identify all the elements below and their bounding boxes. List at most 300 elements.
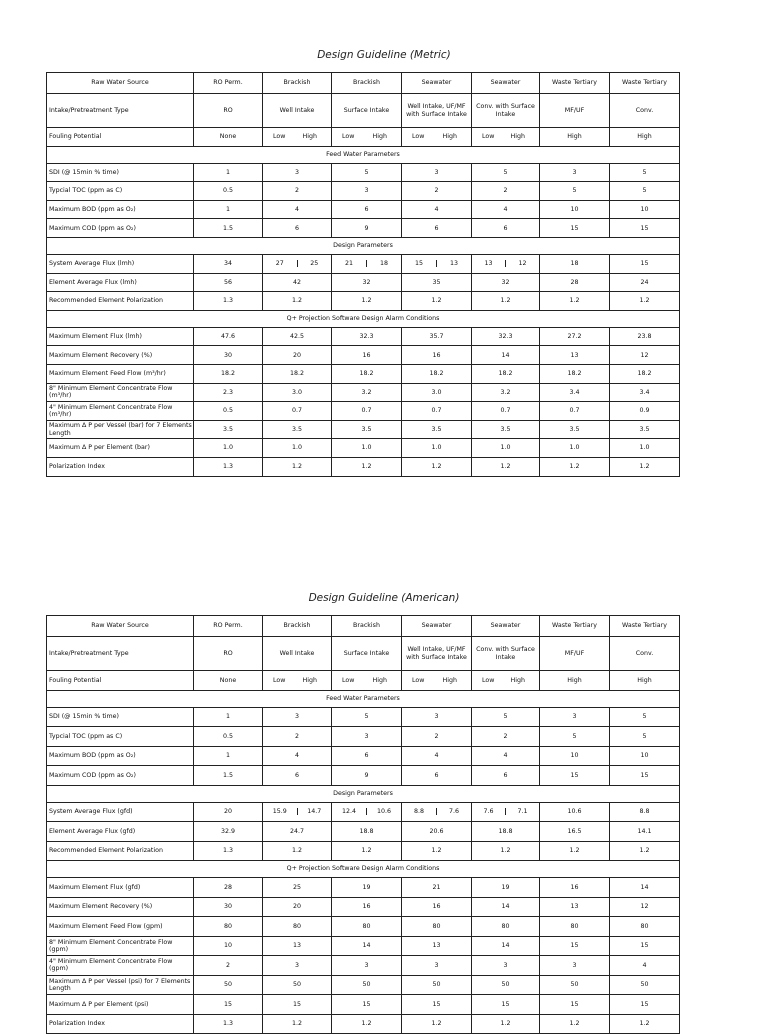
feed-row-cell: 5 [540,727,610,747]
system-flux-pair-low: 27 [263,260,298,267]
feed-row-cell: 6 [472,766,540,786]
fouling-pair-low: Low [273,676,286,684]
intake-row-cell: Well Intake, UF/MF with Surface Intake [402,94,472,128]
intake-row-cell: Conv. with Surface Intake [472,637,540,671]
metric-title: Design Guideline (Metric) [317,49,451,61]
design-row [47,292,680,311]
fouling-cell: None [194,128,263,147]
section-design-parameters-title: Design Parameters [47,237,680,254]
alarm-row-cell: 13 [402,936,472,956]
alarm-row-cell: 16 [332,346,402,365]
source-col-header: Brackish [332,73,402,94]
intake-row-cell: Conv. with Surface Intake [472,94,540,128]
system-flux-pair-high: 18 [379,260,388,268]
section-feed-water [47,146,680,163]
design-row-label: Element Average Flux (gfd) [47,822,194,842]
design-row-cell: 35 [402,273,472,292]
design-row-cell: 24 [610,273,680,292]
alarm-row-cell: 3.4 [610,383,680,402]
alarm-row-cell: 3 [332,956,402,976]
section-alarm-conditions-title: Q+ Projection Software Design Alarm Conditions [47,861,680,878]
alarm-row-cell: 15 [194,995,263,1015]
feed-row-cell: 15 [610,219,680,238]
feed-row-cell: 4 [472,200,540,219]
feed-row [47,707,680,727]
alarm-row-label: Maximum Element Recovery (%) [47,897,194,917]
fouling-pair [263,671,332,691]
alarm-row-cell: 14 [472,936,540,956]
feed-row-cell: 6 [332,746,402,766]
alarm-row-label: Maximum Element Feed Flow (m³/hr) [47,364,194,383]
feed-row-cell: 3 [332,182,402,201]
alarm-row-cell: 1.0 [332,439,402,458]
alarm-row-cell: 20 [263,897,332,917]
alarm-row [47,383,680,402]
feed-row-cell: 2 [472,727,540,747]
alarm-row-cell: 3.0 [263,383,332,402]
fouling-pair-high: High [372,133,387,141]
system-flux-pair-high: 10.6 [376,808,392,816]
alarm-row-cell: 18.2 [472,364,540,383]
design-row-cell: 1.2 [402,292,472,311]
design-row-cell: 1.3 [194,841,263,861]
alarm-row-cell: 3.5 [332,420,402,439]
alarm-row-cell: 3 [263,956,332,976]
feed-row [47,746,680,766]
raw-water-source-label: Raw Water Source [47,73,194,94]
alarm-row-cell: 0.7 [472,402,540,421]
design-row-cell: 1.2 [540,292,610,311]
feed-row-label: SDI (@ 15min % time) [47,163,194,182]
alarm-row-cell: 1.0 [263,439,332,458]
alarm-row-cell: 1.2 [263,1014,332,1034]
alarm-row-label: Maximum Element Recovery (%) [47,346,194,365]
feed-row-cell: 1 [194,163,263,182]
feed-row [47,727,680,747]
intake-row-label: Intake/Pretreatment Type [47,94,194,128]
design-row-cell: 32 [332,273,402,292]
feed-row [47,182,680,201]
alarm-row-cell: 1.0 [610,439,680,458]
alarm-row-cell: 18.2 [402,364,472,383]
alarm-row [47,897,680,917]
system-flux-cell: 20 [194,802,263,822]
alarm-row-cell: 16 [402,897,472,917]
alarm-row-cell: 13 [540,346,610,365]
alarm-row-cell: 80 [472,917,540,937]
fouling-cell: High [540,671,610,691]
alarm-row-cell: 18.2 [332,364,402,383]
alarm-row [47,878,680,898]
alarm-row-label: 4" Minimum Element Concentrate Flow (gpm) [47,956,194,976]
alarm-row-label: Polarization Index [47,457,194,476]
source-col-header: Waste Tertiary [540,616,610,637]
feed-row-cell: 3 [332,727,402,747]
feed-row-cell: 2 [402,182,472,201]
alarm-row-label: Maximum Element Flux (lmh) [47,327,194,346]
alarm-row-cell: 3.5 [540,420,610,439]
source-col-header: Brackish [263,73,332,94]
system-flux-row [47,254,680,273]
alarm-row-cell: 30 [194,346,263,365]
source-col-header: Waste Tertiary [610,616,680,637]
alarm-row-cell: 50 [263,975,332,995]
feed-row-cell: 4 [402,746,472,766]
source-col-header: RO Perm. [194,73,263,94]
system-flux-pair-high: 25 [310,260,319,268]
alarm-row-cell: 3.5 [472,420,540,439]
alarm-row-cell: 80 [540,917,610,937]
alarm-row-cell: 20 [263,346,332,365]
feed-row-cell: 1.5 [194,766,263,786]
alarm-row-cell: 4 [610,956,680,976]
system-flux-cell: 18 [540,254,610,273]
intake-row-cell: Conv. [610,637,680,671]
alarm-row-cell: 15 [332,995,402,1015]
alarm-row [47,975,680,995]
alarm-row-cell: 23.8 [610,327,680,346]
intake-row-cell: Well Intake [263,637,332,671]
feed-row-cell: 4 [472,746,540,766]
fouling-label: Fouling Potential [47,128,194,147]
design-row-cell: 32.9 [194,822,263,842]
feed-row-cell: 2 [263,182,332,201]
alarm-row-cell: 1.2 [472,457,540,476]
feed-row-cell: 3 [540,707,610,727]
alarm-row-cell: 19 [332,878,402,898]
feed-row-label: SDI (@ 15min % time) [47,707,194,727]
alarm-row-cell: 15 [472,995,540,1015]
system-flux-pair-low: 15.9 [263,808,298,815]
fouling-label: Fouling Potential [47,671,194,691]
fouling-pair-high: High [442,676,457,684]
system-flux-pair [332,802,402,822]
intake-row-cell: MF/UF [540,94,610,128]
system-flux-pair-high: 12 [518,260,527,268]
design-row-label: Recommended Element Polarization [47,292,194,311]
alarm-row-cell: 3.5 [194,420,263,439]
alarm-row-cell: 1.2 [540,457,610,476]
design-row-cell: 1.2 [402,841,472,861]
system-flux-pair-low: 12.4 [332,808,367,815]
intake-row [47,94,680,128]
alarm-row [47,956,680,976]
feed-row-cell: 10 [610,746,680,766]
alarm-row-cell: 3.2 [332,383,402,402]
alarm-row-label: Maximum ∆ P per Vessel (psi) for 7 Elements Length [47,975,194,995]
feed-row-cell: 3 [540,163,610,182]
design-row-cell: 1.2 [610,292,680,311]
design-row-cell: 1.2 [472,841,540,861]
alarm-row-cell: 15 [610,995,680,1015]
alarm-row-cell: 15 [540,995,610,1015]
design-row-cell: 1.3 [194,292,263,311]
design-row-cell: 1.2 [472,292,540,311]
alarm-row-cell: 80 [402,917,472,937]
feed-row-cell: 3 [402,707,472,727]
design-row-cell: 18.8 [332,822,402,842]
feed-row-cell: 6 [472,219,540,238]
fouling-pair-low: Low [273,133,286,141]
system-flux-pair-low: 21 [332,260,367,267]
alarm-row-cell: 0.7 [540,402,610,421]
system-flux-cell: 15 [610,254,680,273]
design-row-cell: 18.8 [472,822,540,842]
feed-row-cell: 10 [610,200,680,219]
fouling-pair-low: Low [412,676,425,684]
alarm-row-cell: 18.2 [263,364,332,383]
feed-row-cell: 5 [472,707,540,727]
alarm-row-cell: 3.5 [610,420,680,439]
design-row-cell: 32 [472,273,540,292]
system-flux-cell: 10.6 [540,802,610,822]
feed-row-label: Maximum COD (ppm as O₂) [47,766,194,786]
fouling-pair [472,671,540,691]
alarm-row-cell: 80 [263,917,332,937]
feed-row-cell: 6 [402,219,472,238]
system-flux-pair-high: 14.7 [307,808,322,816]
section-alarm-conditions [47,861,680,878]
metric-table [46,72,680,477]
alarm-row-cell: 50 [402,975,472,995]
design-row-cell: 28 [540,273,610,292]
fouling-pair-high: High [302,676,317,684]
alarm-row-cell: 25 [263,878,332,898]
alarm-row-cell: 3 [472,956,540,976]
design-row-cell: 16.5 [540,822,610,842]
design-row-cell: 1.2 [610,841,680,861]
feed-row-cell: 1.5 [194,219,263,238]
feed-row-cell: 5 [610,182,680,201]
feed-row-cell: 2 [402,727,472,747]
intake-row-cell: MF/UF [540,637,610,671]
alarm-row-cell: 15 [402,995,472,1015]
feed-row-cell: 15 [540,219,610,238]
feed-row-cell: 0.5 [194,182,263,201]
alarm-row-cell: 0.5 [194,402,263,421]
feed-row-cell: 2 [472,182,540,201]
alarm-row-cell: 13 [540,897,610,917]
alarm-row-cell: 0.7 [402,402,472,421]
alarm-row-label: Maximum Element Flux (gfd) [47,878,194,898]
alarm-row-cell: 2.3 [194,383,263,402]
section-alarm-conditions-title: Q+ Projection Software Design Alarm Conditions [47,310,680,327]
fouling-cell: High [610,671,680,691]
alarm-row-cell: 0.7 [263,402,332,421]
intake-row-cell: RO [194,94,263,128]
design-row-label: Element Average Flux (lmh) [47,273,194,292]
feed-row-cell: 4 [263,200,332,219]
intake-row [47,637,680,671]
american-table [46,615,680,1034]
alarm-row-label: 4" Minimum Element Concentrate Flow (m³/hr) [47,402,194,421]
system-flux-pair-low: 15 [402,260,437,267]
alarm-row [47,439,680,458]
alarm-row-label: Maximum ∆ P per Element (psi) [47,995,194,1015]
alarm-row-cell: 12 [610,897,680,917]
header-row [47,73,680,94]
alarm-row-cell: 1.0 [402,439,472,458]
system-flux-pair-low: 7.6 [472,808,506,815]
fouling-pair-high: High [302,133,317,141]
system-flux-pair [332,254,402,273]
alarm-row-cell: 3.2 [472,383,540,402]
alarm-row-cell: 1.0 [472,439,540,458]
feed-row-cell: 3 [263,163,332,182]
alarm-row [47,917,680,937]
source-col-header: Seawater [472,73,540,94]
alarm-row-label: Maximum Element Feed Flow (gpm) [47,917,194,937]
alarm-row-cell: 1.2 [610,1014,680,1034]
alarm-row-cell: 16 [402,346,472,365]
source-col-header: Seawater [402,616,472,637]
alarm-row-cell: 16 [540,878,610,898]
alarm-row-cell: 15 [610,936,680,956]
fouling-cell: High [540,128,610,147]
alarm-row-cell: 30 [194,897,263,917]
alarm-row-cell: 1.2 [472,1014,540,1034]
alarm-row-cell: 15 [263,995,332,1015]
alarm-row-cell: 50 [610,975,680,995]
feed-row-cell: 5 [472,163,540,182]
alarm-row-cell: 80 [610,917,680,937]
system-flux-cell: 34 [194,254,263,273]
section-feed-water-title: Feed Water Parameters [47,146,680,163]
source-col-header: RO Perm. [194,616,263,637]
fouling-pair-high: High [442,133,457,141]
section-design-parameters [47,785,680,802]
section-design-parameters [47,237,680,254]
feed-row-cell: 10 [540,746,610,766]
system-flux-pair [472,254,540,273]
feed-row-cell: 6 [332,200,402,219]
intake-row-cell: Surface Intake [332,637,402,671]
feed-row-cell: 4 [402,200,472,219]
system-flux-pair [263,254,332,273]
system-flux-pair-low: 8.8 [402,808,437,815]
feed-row-cell: 10 [540,200,610,219]
system-flux-label: System Average Flux (gfd) [47,802,194,822]
source-col-header: Waste Tertiary [610,73,680,94]
alarm-row-cell: 0.7 [332,402,402,421]
feed-row-label: Maximum COD (ppm as O₂) [47,219,194,238]
alarm-row-label: Maximum ∆ P per Element (bar) [47,439,194,458]
intake-row-cell: Well Intake [263,94,332,128]
design-row-cell: 1.2 [263,292,332,311]
alarm-row-cell: 21 [402,878,472,898]
fouling-pair-low: Low [342,676,355,684]
system-flux-pair [402,802,472,822]
feed-row-cell: 15 [610,766,680,786]
design-row [47,822,680,842]
raw-water-source-label: Raw Water Source [47,616,194,637]
alarm-row-cell: 42.5 [263,327,332,346]
alarm-row-cell: 27.2 [540,327,610,346]
alarm-row-cell: 1.2 [332,457,402,476]
alarm-row-cell: 80 [194,917,263,937]
system-flux-pair-high: 13 [449,260,458,268]
fouling-pair-low: Low [482,133,495,141]
alarm-row-cell: 80 [332,917,402,937]
alarm-row-cell: 14 [472,346,540,365]
intake-row-label: Intake/Pretreatment Type [47,637,194,671]
alarm-row-cell: 10 [194,936,263,956]
alarm-row [47,420,680,439]
intake-row-cell: Well Intake, UF/MF with Surface Intake [402,637,472,671]
fouling-pair-low: Low [482,676,495,684]
intake-row-cell: Surface Intake [332,94,402,128]
alarm-row-cell: 18.2 [540,364,610,383]
source-col-header: Brackish [332,616,402,637]
feed-row-cell: 5 [540,182,610,201]
alarm-row-cell: 28 [194,878,263,898]
alarm-row-cell: 3 [402,956,472,976]
source-col-header: Waste Tertiary [540,73,610,94]
feed-row-label: Maximum BOD (ppm as O₂) [47,746,194,766]
alarm-row-cell: 3 [540,956,610,976]
alarm-row-cell: 1.0 [540,439,610,458]
alarm-row-cell: 1.2 [402,457,472,476]
alarm-row-cell: 14 [610,878,680,898]
feed-row-cell: 9 [332,219,402,238]
system-flux-pair [472,802,540,822]
source-col-header: Seawater [402,73,472,94]
feed-row-cell: 1 [194,707,263,727]
alarm-row-cell: 3.5 [263,420,332,439]
feed-row-cell: 5 [610,707,680,727]
design-row-label: Recommended Element Polarization [47,841,194,861]
alarm-row [47,457,680,476]
feed-row-label: Typcial TOC (ppm as C) [47,727,194,747]
alarm-row-label: 8" Minimum Element Concentrate Flow (m³/hr) [47,383,194,402]
design-row [47,273,680,292]
alarm-row-label: Polarization Index [47,1014,194,1034]
feed-row-cell: 5 [610,163,680,182]
alarm-row-cell: 2 [194,956,263,976]
alarm-row-cell: 18.2 [194,364,263,383]
header-row [47,616,680,637]
design-row [47,841,680,861]
alarm-row [47,327,680,346]
system-flux-pair [402,254,472,273]
design-row-cell: 24.7 [263,822,332,842]
alarm-row-cell: 12 [610,346,680,365]
intake-row-cell: Conv. [610,94,680,128]
alarm-row-cell: 50 [194,975,263,995]
feed-row-cell: 5 [610,727,680,747]
feed-row-cell: 3 [263,707,332,727]
alarm-row-cell: 50 [540,975,610,995]
fouling-pair [472,128,540,147]
feed-row [47,163,680,182]
alarm-row-cell: 50 [332,975,402,995]
fouling-pair-high: High [372,676,387,684]
feed-row-cell: 1 [194,746,263,766]
design-row-cell: 1.2 [540,841,610,861]
feed-row [47,219,680,238]
feed-row-label: Maximum BOD (ppm as O₂) [47,200,194,219]
alarm-row-cell: 14 [332,936,402,956]
fouling-pair [332,671,402,691]
system-flux-row [47,802,680,822]
feed-row-cell: 4 [263,746,332,766]
alarm-row [47,346,680,365]
feed-row-cell: 3 [402,163,472,182]
alarm-row-cell: 14 [472,897,540,917]
alarm-row-label: Maximum ∆ P per Vessel (bar) for 7 Elements Length [47,420,194,439]
alarm-row-cell: 0.9 [610,402,680,421]
alarm-row [47,402,680,421]
